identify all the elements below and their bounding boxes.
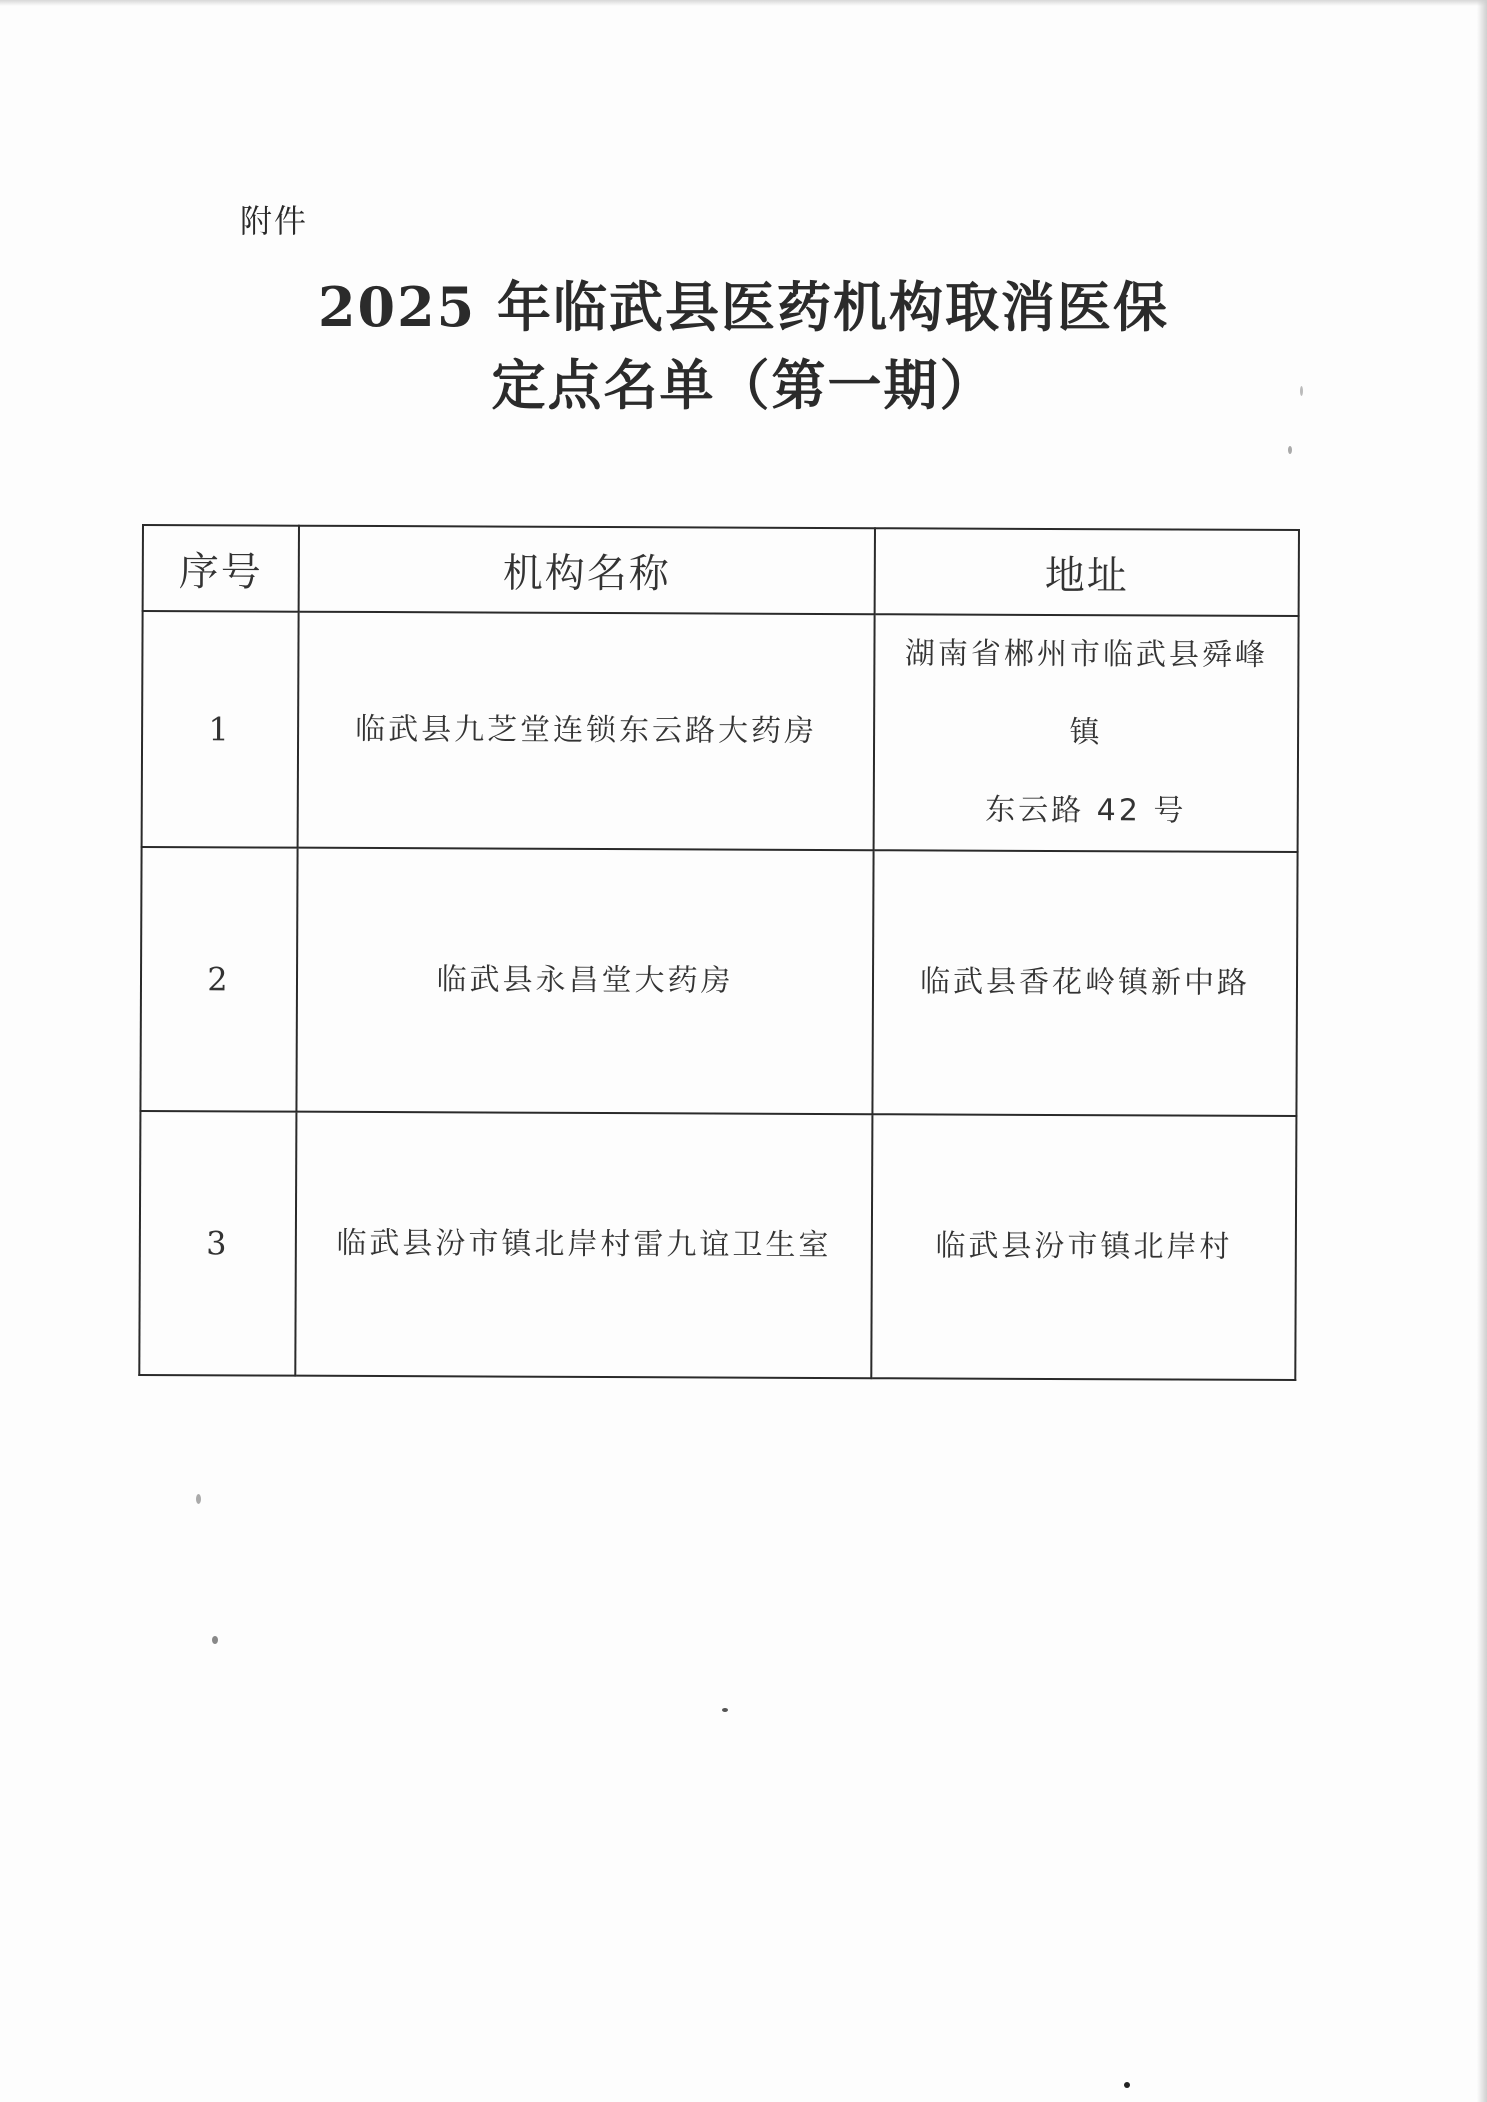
scan-speck xyxy=(722,1708,728,1712)
row-seq: 3 xyxy=(139,1111,296,1376)
row-institution-name: 临武县汾市镇北岸村雷九谊卫生室 xyxy=(295,1112,872,1379)
scan-speck xyxy=(1288,446,1292,454)
scan-speck xyxy=(196,1494,201,1504)
row-address xyxy=(872,850,1297,1116)
row-address xyxy=(871,1114,1296,1380)
scan-edge-top xyxy=(0,0,1487,6)
scan-speck xyxy=(212,1636,218,1644)
document-title-line-2: 定点名单（第一期） xyxy=(491,353,996,417)
row-address-line-1: 湖南省郴州市临武县舜峰镇 xyxy=(904,636,1269,751)
column-header-address: 地址 xyxy=(875,528,1299,616)
row-seq: 2 xyxy=(140,847,297,1112)
table-row xyxy=(140,847,1297,1116)
row-address xyxy=(874,614,1299,852)
column-header-name: 机构名称 xyxy=(299,526,875,615)
document-title xyxy=(0,268,1487,424)
attachment-label: 附件 xyxy=(240,202,309,240)
row-address-line-1: 临武县香花岭镇新中路 xyxy=(919,964,1251,1001)
row-address-line-1: 临武县汾市镇北岸村 xyxy=(935,1228,1233,1265)
document-title-line-1: 2025 年临武县医药机构取消医保 xyxy=(317,275,1170,339)
row-seq: 1 xyxy=(142,611,299,848)
row-institution-name: 临武县九芝堂连锁东云路大药房 xyxy=(298,612,875,851)
table-header-row xyxy=(143,525,1299,616)
scan-speck xyxy=(1124,2082,1130,2088)
table-row xyxy=(142,611,1299,852)
column-header-seq: 序号 xyxy=(143,525,299,612)
cancelled-institutions-table xyxy=(138,524,1300,1381)
row-address-line-2: 东云路 42 号 xyxy=(985,792,1187,829)
scan-speck xyxy=(1300,386,1303,396)
row-institution-name: 临武县永昌堂大药房 xyxy=(296,848,873,1115)
table-row xyxy=(139,1111,1296,1380)
